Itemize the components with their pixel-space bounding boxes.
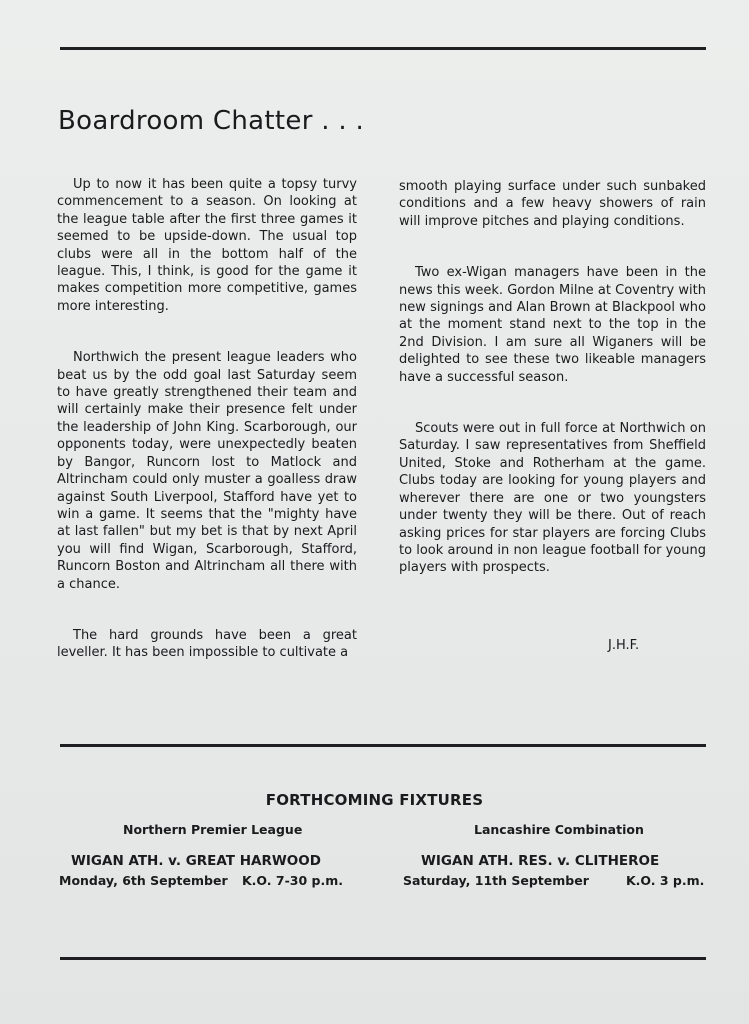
paragraph: Scouts were out in full force at Northwich on Saturday. I saw representatives from Sheffield United, Stoke and Rotherham at the game. Clubs today are looking for young players and wherever there are one or two youngsters under twenty they will be there. Out of reach asking prices for star players are forcing Clubs to look around in non league football for young players with prospects. <box>399 421 706 576</box>
fixture-match: WIGAN ATH. RES. v. CLITHEROE <box>421 853 660 869</box>
fixture-kickoff: K.O. 7-30 p.m. <box>242 873 343 888</box>
paragraph: The hard grounds have been a great leveller. It has been impossible to cultivate a <box>57 627 357 661</box>
bottom-divider <box>60 957 706 960</box>
paragraph: Two ex-Wigan managers have been in the news this week. Gordon Milne at Coventry with new signings and Alan Brown at Blackpool who at the moment stand next to the top in the 2nd Division. I am sure all Wiganers will be delighted to see these two likeable managers have a successful season. <box>399 265 706 385</box>
fixture-kickoff: K.O. 3 p.m. <box>626 873 705 888</box>
fixtures-top-divider <box>60 744 706 747</box>
article-left-column <box>57 176 357 662</box>
fixture-league: Northern Premier League <box>123 822 303 837</box>
paragraph: Up to now it has been quite a topsy turvy commencement to a season. On looking at the league table after the first three games it seemed to be upside-down. The usual top clubs were all in the bottom half of the league. This, I think, is good for the game it makes competition more competitive, games more interesting. <box>57 177 357 314</box>
fixtures-heading: FORTHCOMING FIXTURES <box>265 791 484 809</box>
article-title: Boardroom Chatter . . . <box>58 106 365 136</box>
article-right-column <box>399 178 706 577</box>
author-signature: J.H.F. <box>608 638 640 653</box>
top-divider <box>60 47 706 50</box>
paragraph: smooth playing surface under such sunbaked conditions and a few heavy showers of rain will improve pitches and playing conditions. <box>399 179 706 229</box>
fixture-match: WIGAN ATH. v. GREAT HARWOOD <box>71 853 321 869</box>
paragraph: Northwich the present league leaders who beat us by the odd goal last Saturday seem to have greatly strengthened their team and will certainly make their presence felt under the leadership of John King. Scarborough, our opponents today, were unexpectedly beaten by Bangor, Runcorn lost to Matlock and Altrincham could only muster a goalless draw against South Liverpool, Stafford have yet to win a game. It seems that the "mighty have at last fallen" but my bet is that by next April you will find Wigan, Scarborough, Stafford, Runcorn Boston and Altrincham all there with a chance. <box>57 350 357 592</box>
fixture-date: Monday, 6th September <box>59 873 228 888</box>
fixture-date: Saturday, 11th September <box>403 873 589 888</box>
fixture-league: Lancashire Combination <box>474 822 644 837</box>
